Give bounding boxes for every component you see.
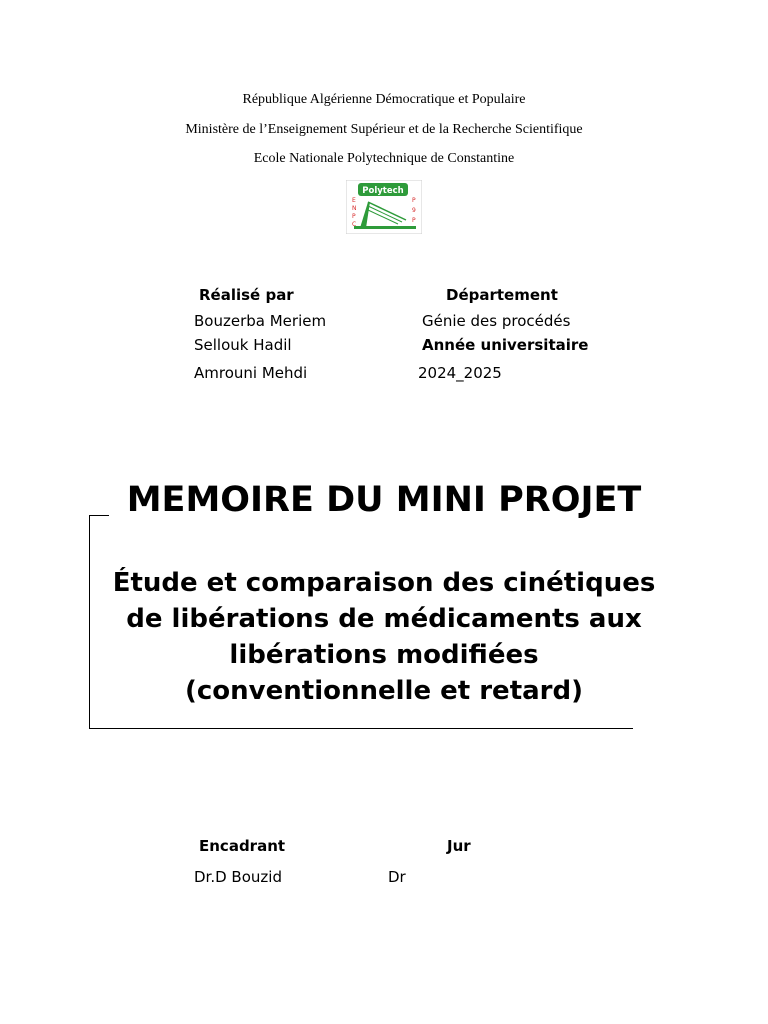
svg-text:Polytech: Polytech bbox=[362, 186, 404, 196]
svg-text:P: P bbox=[412, 197, 416, 204]
subtitle-line: libérations modifiées bbox=[229, 640, 539, 670]
author-name: Bouzerba Meriem bbox=[194, 312, 327, 330]
realise-par-label: Réalisé par bbox=[199, 286, 294, 304]
frame-bottom-rule bbox=[89, 728, 633, 729]
document-subtitle bbox=[90, 565, 678, 709]
header-republic: République Algérienne Démocratique et Populaire bbox=[242, 92, 526, 107]
polytech-logo-graphic bbox=[346, 180, 422, 234]
header-ministry: Ministère de l’Enseignement Supérieur et de la Recherche Scientifique bbox=[185, 122, 583, 137]
subtitle-line: (conventionnelle et retard) bbox=[185, 676, 583, 706]
department-label: Département bbox=[446, 286, 558, 304]
year-value: 2024_2025 bbox=[418, 364, 502, 382]
svg-text:E: E bbox=[352, 197, 356, 204]
author-name: Amrouni Mehdi bbox=[194, 364, 308, 382]
header-school: Ecole Nationale Polytechnique de Constantine bbox=[253, 151, 515, 166]
encadrant-label: Encadrant bbox=[199, 837, 286, 855]
svg-text:P: P bbox=[412, 217, 416, 224]
subtitle-line: Étude et comparaison des cinétiques bbox=[112, 568, 656, 598]
subtitle-line: de libérations de médicaments aux bbox=[126, 604, 642, 634]
jury-label: Jur bbox=[447, 837, 471, 855]
author-name: Sellouk Hadil bbox=[194, 336, 292, 354]
encadrant-value: Dr.D Bouzid bbox=[194, 868, 282, 886]
document-title: MEMOIRE DU MINI PROJET bbox=[126, 480, 642, 520]
department-value: Génie des procédés bbox=[422, 312, 571, 330]
year-label: Année universitaire bbox=[422, 336, 589, 354]
svg-text:P: P bbox=[352, 213, 356, 220]
svg-text:N: N bbox=[352, 205, 357, 212]
svg-text:9: 9 bbox=[412, 207, 416, 214]
jury-value: Dr bbox=[388, 868, 406, 886]
polytech-logo bbox=[346, 180, 422, 234]
svg-text:C: C bbox=[352, 221, 357, 228]
